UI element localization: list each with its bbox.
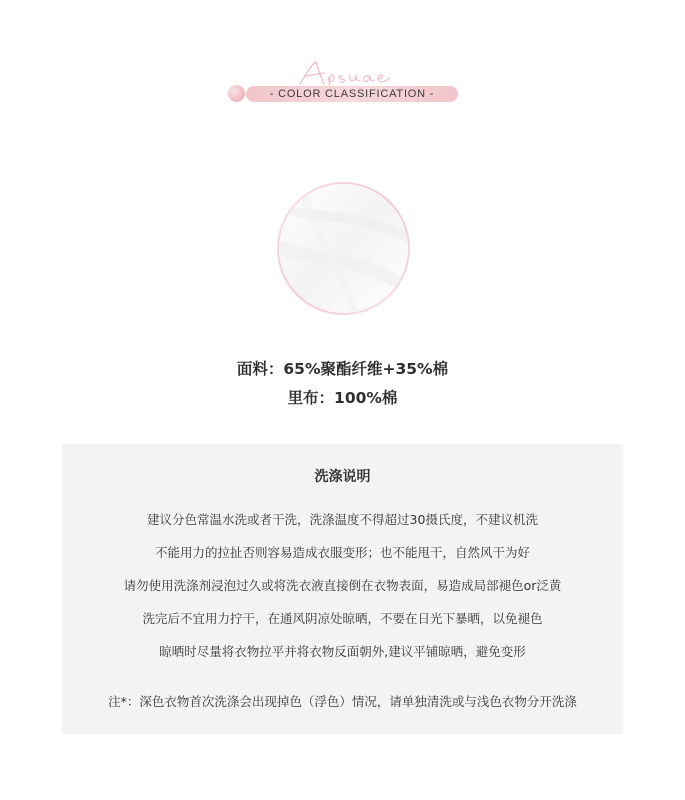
washing-instructions-title: 洗涤说明: [314, 469, 371, 485]
instruction-line: 不能用力的拉扯否则容易造成衣服变形；也不能甩干，自然风干为好: [154, 545, 530, 560]
washing-instructions-panel: [62, 444, 623, 734]
material-composition: [0, 355, 685, 413]
fabric-swatch: [277, 182, 410, 315]
washing-note: 注*：深色衣物首次洗涤会出现掉色（浮色）情况，请单独清洗或与浅色衣物分开洗涤: [108, 694, 577, 709]
section-header: [0, 55, 685, 115]
instruction-line: 请勿使用洗涤剂浸泡过久或将洗衣液直接倒在衣物表面，易造成局部褪色or泛黄: [123, 578, 562, 593]
decorative-dot: [228, 85, 245, 102]
instruction-line: 建议分色常温水洗或者干洗，洗涤温度不得超过30摄氏度，不建议机洗: [147, 512, 538, 527]
lining-composition: 里布：100%棉: [287, 389, 398, 407]
brand-script-logo: [294, 58, 414, 88]
section-label-pill: [246, 86, 458, 102]
section-label: - COLOR CLASSIFICATION -: [269, 88, 435, 100]
instruction-line: 晾晒时尽量将衣物拉平并将衣物反面朝外,建议平铺晾晒，避免变形: [159, 644, 526, 659]
fabric-swatch-image: [279, 184, 408, 313]
washing-instructions-list: [62, 510, 623, 675]
fabric-composition: 面料：65%聚酯纤维+35%棉: [236, 360, 449, 378]
instruction-line: 洗完后不宜用力拧干，在通风阴凉处晾晒，不要在日光下暴晒，以免褪色: [142, 611, 543, 626]
